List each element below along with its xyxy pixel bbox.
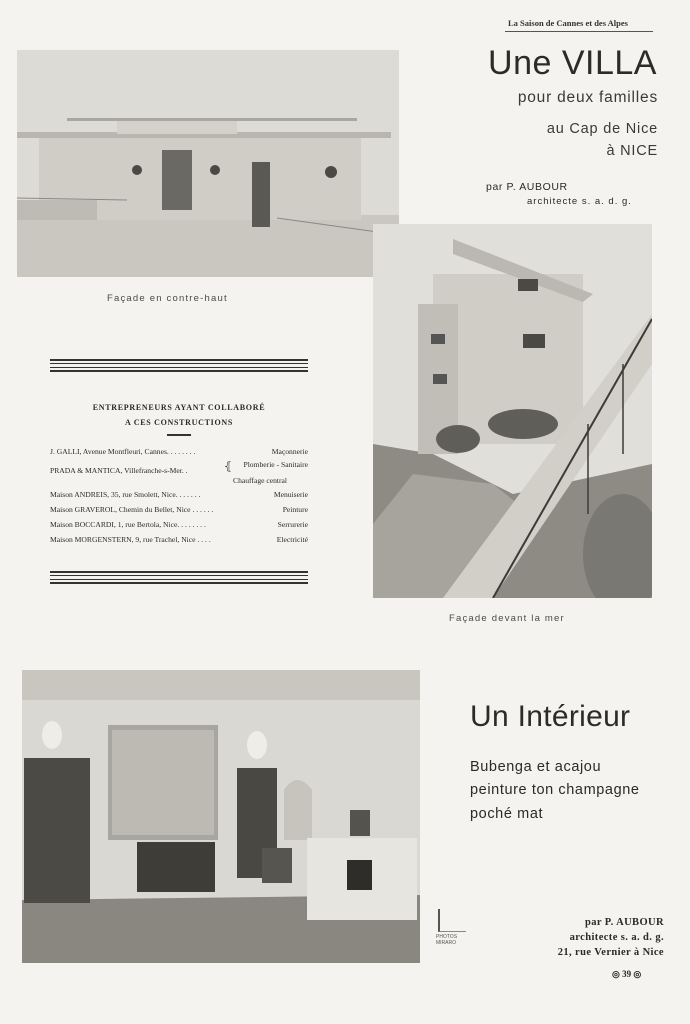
villa-author-role: architecte s. a. d. g. [527,196,632,207]
contractors-subheading: A CES CONSTRUCTIONS [125,418,233,427]
contractor-name: Maison MORGENSTERN, 9, rue Trachel, Nice . . . . [50,535,211,544]
interior-author-role: architecte s. a. d. g. [569,932,664,943]
caption-facade-top: Façade en contre-haut [107,293,228,304]
contractor-row [50,505,308,515]
villa-subtitle: pour deux familles [517,89,658,106]
photo-facade-sea [373,224,652,598]
decorative-rule-bottom [50,571,308,591]
contractor-row [50,520,308,530]
contractor-name: Maison GRAVEROL, Chemin du Bellet, Nice . . . . . . [50,505,214,514]
caption-facade-sea: Façade devant la mer [449,613,565,624]
contractor-trade: Menuiserie [273,490,308,499]
page-number-value: 39 [622,969,632,979]
interior-address: 21, rue Vernier à Nice [557,947,664,958]
villa-city: à NICE [606,143,658,159]
page-number-ornament-left: ◎ [612,969,623,979]
photo-credit: PHOTOS MIRARO [436,934,458,946]
contractor-row [50,460,308,476]
villa-author: par P. AUBOUR [486,181,568,193]
decorative-rule-top [50,359,308,379]
contractor-trade [243,460,308,470]
contractor-row [50,535,308,545]
contractor-name: PRADA & MANTICA, Villefranche-s-Mer. . [50,466,188,475]
contractor-trade: Serrurerie [277,520,308,529]
contractor-name: Maison BOCCARDI, 1, rue Bertola, Nice. . . . . . . . [50,520,206,529]
interior-line1: Bubenga et acajou [470,759,602,775]
interior-author: par P. AUBOUR [584,917,664,928]
contractors-short-rule [167,434,191,436]
photo-interior [22,670,420,963]
contractor-trade: Peinture [282,505,308,514]
photo-facade-top [17,50,399,277]
header-rule [505,31,653,32]
villa-title: Une VILLA [488,44,657,82]
contractor-row [50,447,308,457]
interior-line2: peinture ton champagne [470,782,640,798]
page-number-ornament-right: ◎ [631,969,642,979]
villa-location: au Cap de Nice [546,121,658,137]
brace-mark: ⦃ [224,461,233,473]
page-number [612,969,641,980]
contractors-heading: ENTREPRENEURS AYANT COLLABORÉ [92,403,266,412]
running-header: La Saison de Cannes et des Alpes [508,18,628,28]
contractor-trade-line1: Plomberie - Sanitaire [243,460,308,469]
interior-title: Un Intérieur [470,700,631,733]
contractor-name: Maison ANDREIS, 35, rue Smolett, Nice. . . . . . . [50,490,201,499]
contractor-trade-line2: Chauffage central [233,476,288,485]
interior-line3: poché mat [470,806,544,822]
contractor-name: J. GALLI, Avenue Montfleuri, Cannes. . . . . . . . [50,447,196,456]
contractor-trade: Maçonnerie [271,447,308,456]
photo-credit-mark [438,909,466,932]
contractor-row [50,490,308,500]
contractor-trade: Electricité [276,535,308,544]
